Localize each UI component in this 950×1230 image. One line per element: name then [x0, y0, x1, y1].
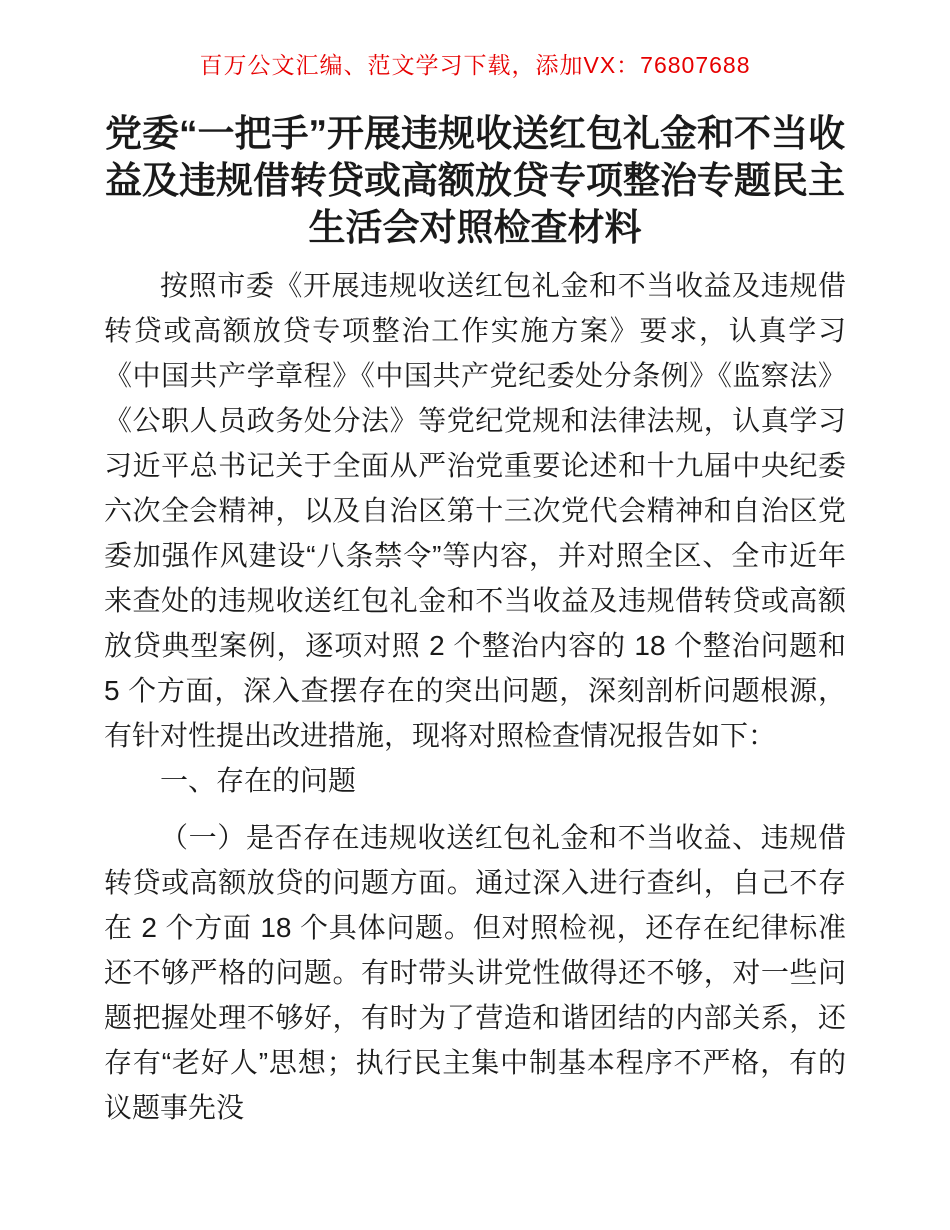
document-title: 党委“一把手”开展违规收送红包礼金和不当收益及违规借转贷或高额放贷专项整治专题民主生活会对照检查材料: [105, 113, 845, 248]
paragraph-intro: 按照市委《开展违规收送红包礼金和不当收益及违规借转贷或高额放贷专项整治工作实施方案》要求，认真学习《中国共产学章程》《中国共产党纪委处分条例》《监察法》《公职人员政务处分法》等党纪党规和法律法规，认真学习习近平总书记关于全面从严治党重要论述和十九届中央纪委六次全会精神，以及自治区第十三次党代会精神和自治区党委加强作风建设“八条禁令”等内容，并对照全区、全市近年来查处的违规收送红包礼金和不当收益及违规借转贷或高额放贷典型案例，逐项对照 2 个整治内容的 18 个整治问题和 5 个方面，深入查摆存在的突出问题，深刻剖析问题根源，有针对性提出改进措施，现将对照检查情况报告如下：: [104, 270, 846, 751]
promo-header: 百万公文汇编、范文学习下载，添加VX：76807688: [199, 52, 751, 78]
section-heading-1: 一、存在的问题: [160, 765, 357, 796]
paragraph-issue-1: （一）是否存在违规收送红包礼金和不当收益、违规借转贷或高额放贷的问题方面。通过深入进行查纠，自己不存在 2 个方面 18 个具体问题。但对照检视，还存在纪律标准还不够严格的问题。有时带头讲党性做得还不够，对一些问题把握处理不够好，有时为了营造和谐团结的内部关系，还存有“老好人”思想；执行民主集中制基本程序不严格，有的议题事先没: [104, 822, 846, 1123]
